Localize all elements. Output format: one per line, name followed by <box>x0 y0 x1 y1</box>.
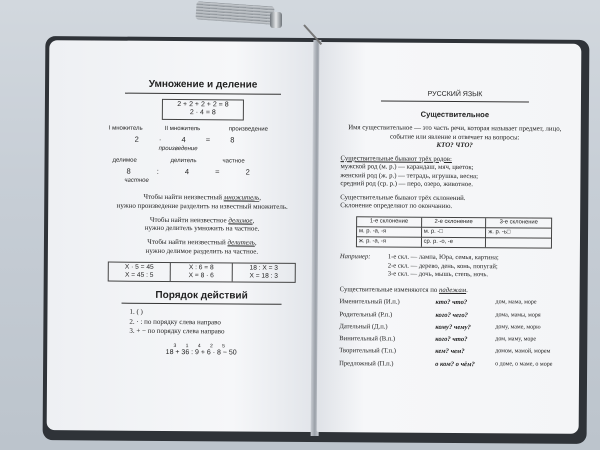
decl-cell: ж. р. -ь□ <box>486 228 551 239</box>
order-item: 1. ( ) <box>129 308 143 317</box>
noun-title: Существительное <box>420 109 490 119</box>
order-item: 2. · : по порядку слева направо <box>129 317 221 327</box>
subject-header: РУССКИЙ ЯЗЫК <box>381 90 529 102</box>
rule-dividend <box>104 215 300 234</box>
cases-title-em: падежам <box>438 286 467 295</box>
cases-table <box>339 299 567 370</box>
case-example: дома, мамы, моря <box>495 311 541 319</box>
div-label-2: делитель <box>170 157 197 165</box>
case-example: о доме, о маме, о море <box>495 360 553 368</box>
declension-subtitle: Склонение определяют по окончанию. <box>340 202 453 211</box>
rule-divisor <box>104 238 300 257</box>
case-example: дом, маму, море <box>495 336 537 343</box>
example-line: 1-е скл. — лампа, Юра, семья, картина; <box>387 253 499 262</box>
rule-dividend-line2: нужно делитель умножить на частное. <box>144 224 260 233</box>
decl-cell: м. р. -□ <box>422 228 487 239</box>
case-example: дом, мама, море <box>495 299 537 307</box>
mult-under: произведение <box>158 145 198 153</box>
noun-intro-text: Имя существительное — это часть речи, которая называет предмет, лицо, событие или явление и отвечает на вопросы: <box>348 124 562 142</box>
gender-line: мужской род (м. р.) — карандаш, мяч, цветок; <box>340 163 474 172</box>
declension-intro <box>340 194 568 213</box>
rule-divisor-punct: , <box>254 238 257 247</box>
decl-cell: ср. р. -о, -е <box>422 238 487 248</box>
equation-line: X : 6 = 8 <box>188 263 214 271</box>
case-name: Дательный (Д.п.) <box>339 323 388 331</box>
order-sup-numbers: 3 1 4 2 5 <box>173 342 229 350</box>
decl-cell: м. р. -а, -я <box>357 227 422 238</box>
right-page <box>317 42 582 434</box>
mult-terms <box>105 126 301 157</box>
case-example: дому, маме, морю <box>495 324 541 331</box>
cases-title: Существительные изменяются по падежам. <box>339 286 468 295</box>
genders-block <box>340 155 568 191</box>
rule-factor-line2: нужно произведение разделить на известный множитель. <box>116 201 288 211</box>
sum-example-line1: 2 + 2 + 2 + 2 = 8 <box>177 100 229 108</box>
mult-expr: 2 · 4 = 8 <box>134 134 244 145</box>
declension-table <box>356 216 552 249</box>
tassel-bookmark <box>196 0 280 32</box>
equation-line: X = 45 : 5 <box>124 271 154 279</box>
open-notebook <box>45 38 586 438</box>
order-expr: 18 + 36 : 9 + 6 · 8 − 50 <box>165 348 237 357</box>
mult-label-3: произведение <box>228 126 268 133</box>
russian-reference <box>339 90 569 369</box>
left-page <box>47 40 316 432</box>
equation-cell <box>233 263 295 282</box>
equation-line: X = 8 · 6 <box>188 271 214 280</box>
examples-label: Например: <box>339 253 371 261</box>
case-question: кем? чем? <box>435 348 465 356</box>
case-name: Родительный (Р.п.) <box>339 310 393 319</box>
equation-line: X · 5 = 45 <box>124 263 154 271</box>
rule-dividend-punct: , <box>252 216 255 225</box>
decl-cell <box>486 238 551 248</box>
gender-line: средний род (ср. р.) — перо, озеро, животное. <box>340 180 473 189</box>
sum-example-box <box>162 98 244 120</box>
order-title: Порядок действий <box>122 290 282 306</box>
examples-list <box>388 254 568 280</box>
rule-dividend-text: Чтобы найти неизвестное <box>149 215 229 224</box>
mult-div-title: Умножение и деление <box>125 79 281 95</box>
case-name: Творительный (Т.п.) <box>339 347 396 355</box>
case-name: Винительный (В.п.) <box>339 335 396 343</box>
rule-factor <box>104 193 300 212</box>
rule-factor-em: множитель <box>223 193 260 202</box>
genders-title: Существительные бывают трёх родов: <box>340 154 452 163</box>
div-under: частное <box>124 177 149 184</box>
gender-line: женский род (ж. р.) — тетрадь, игрушка, весна; <box>340 171 479 180</box>
div-expr: 8 : 4 = 2 <box>126 166 262 177</box>
equation-line: 18 : X = 3 <box>249 264 279 272</box>
rule-divisor-line2: нужно делимое разделить на частное. <box>145 246 259 256</box>
example-line: 3-е скл. — дочь, мышь, степь, ночь. <box>387 270 489 278</box>
decl-header: 3-е склонение <box>486 218 551 229</box>
rule-dividend-em: делимое <box>228 215 253 225</box>
div-label-1: делимое <box>112 157 137 164</box>
example-line: 2-е скл. — дерево, день, конь, попугай; <box>387 262 498 270</box>
noun-intro-question: КТО? ЧТО? <box>436 142 473 150</box>
case-question: о ком? о чём? <box>435 360 475 368</box>
decl-header: 2-е склонение <box>422 217 487 228</box>
equation-cell <box>171 262 233 281</box>
rule-divisor-text: Чтобы найти неизвестный <box>147 237 228 247</box>
tassel-cap <box>270 12 282 28</box>
tassel-strands <box>195 1 274 24</box>
case-example: домом, мамой, морем <box>495 348 551 356</box>
rule-factor-punct: , <box>259 193 262 202</box>
order-example <box>103 342 299 358</box>
case-name: Именительный (И.п.) <box>339 298 400 307</box>
case-question: кому? чему? <box>435 323 471 332</box>
equation-cell <box>109 262 171 281</box>
div-label-3: частное <box>222 158 245 165</box>
decl-header: 1-е склонение <box>357 217 422 228</box>
equations-grid <box>108 261 296 283</box>
order-list <box>129 308 299 337</box>
mult-label-2: II множитель <box>164 125 201 133</box>
decl-cell: ж. р. -а, -я <box>357 237 422 247</box>
declension-examples <box>340 253 568 279</box>
case-question: кто? что? <box>435 299 468 307</box>
mult-label-1: I множитель <box>108 125 143 132</box>
order-item: 3. + − по порядку слева направо <box>129 327 225 336</box>
case-name: Предложный (П.п.) <box>339 359 394 368</box>
cases-title-text: Существительные изменяются по <box>339 286 440 294</box>
div-terms <box>104 158 300 189</box>
case-question: кого? что? <box>435 336 468 344</box>
noun-intro <box>341 124 569 151</box>
declension-title: Существительные бывают трёх склонений. <box>340 193 466 202</box>
case-question: кого? чего? <box>435 311 468 319</box>
sum-example-line2: 2 · 4 = 8 <box>189 109 216 117</box>
equation-line: X = 18 : 3 <box>249 272 278 280</box>
rule-divisor-em: делитель <box>227 238 255 247</box>
rule-factor-text: Чтобы найти неизвестный <box>143 192 224 202</box>
math-reference <box>103 79 301 359</box>
